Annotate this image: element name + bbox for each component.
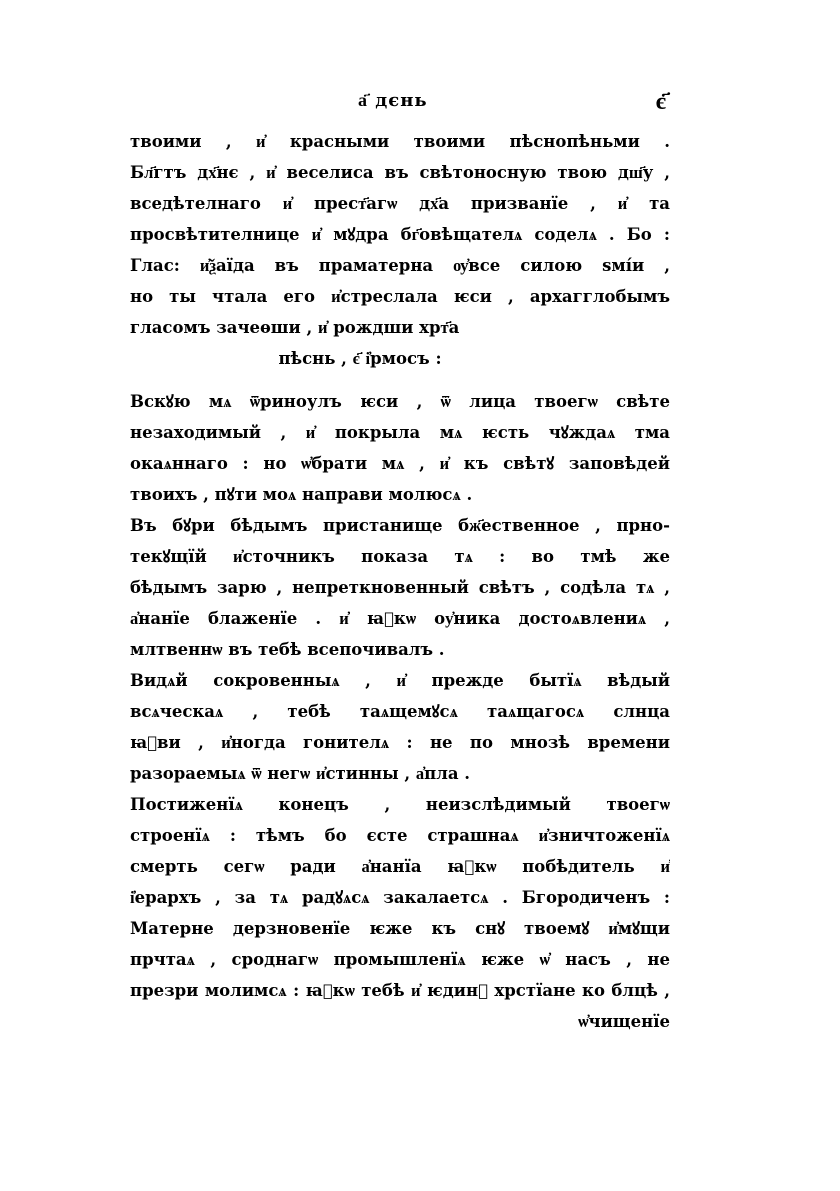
text-line: а҆нанїе блаженїе . и҆ ꙗ҆кѡ оу҆ника достоѧвлениѧ , xyxy=(130,609,670,628)
text-line: незаходимый , и҆ покрыла мѧ ѥсть чꙋждаѧ тма xyxy=(130,423,670,442)
text-line: Видѧй сокровенныѧ , и҆ прежде бытїѧ вѣдый xyxy=(130,671,670,690)
text-line: вседѣтелнаго и҆ прест҃агѡ дх҃а призванїе , и҆ та xyxy=(130,194,670,213)
text-line: бѣдымъ зарю , непреткновенный свѣтъ , содѣла тѧ , xyxy=(130,578,670,597)
ode-heading: пѣснь , є҃ і҆рмосъ : xyxy=(278,349,442,368)
text-line: Вскꙋю мѧ ѿриноулъ ѥси , ѿ лица твоегѡ свѣте xyxy=(130,392,670,411)
spacer xyxy=(130,374,670,386)
text-line: млтвеннѡ въ тебѣ всепочивалъ . xyxy=(130,640,445,659)
text-line: твоихъ , пꙋти моѧ направи молюсѧ . xyxy=(130,485,473,504)
page-header xyxy=(130,84,670,120)
text-line: презри молимсѧ : ꙗ҆кѡ тебѣ и҆ ѥдинꙋ хрстїане ко блцѣ , xyxy=(130,981,670,1000)
text-line: гласомъ зачеѳши , и҆ рождши хрт҃а xyxy=(130,318,460,337)
catchword: ѡ҆чищенїе xyxy=(578,1012,670,1031)
running-title: а҃ дєнь xyxy=(358,90,428,111)
text-line: прчтаѧ , сроднагѡ промышленїѧ ѥже ѡ҆ насъ , не xyxy=(130,950,670,969)
page-number: є҃ xyxy=(655,86,666,115)
text-line: ꙗ҆ви , и҆ногда гонителѧ : не по мнозѣ времени xyxy=(130,733,670,752)
text-line: текꙋщїй и҆сточникъ показа тѧ : во тмѣ же xyxy=(130,547,670,566)
text-line: і҆ерархъ , за тѧ радꙋѧсѧ закалаетсѧ . Бгородиченъ : xyxy=(130,888,670,907)
text-block xyxy=(130,126,670,1037)
text-line: Постиженїѧ конецъ , неизслѣдимый твоегѡ xyxy=(130,795,670,814)
text-line: Матерне дерзновенїе ѥже къ снꙋ твоемꙋ и҆мꙋщи xyxy=(130,919,670,938)
text-line: Бл҃гтъ дх҃нє , и҆ веселиса въ свѣтоносную твою дш҃у , xyxy=(130,163,670,182)
text-line: твоими , и҆ красными твоими пѣснопѣньми . xyxy=(130,132,670,151)
text-line: просвѣтителнице и҆ мꙋдра бг҃овѣщателѧ соделѧ . Бо : xyxy=(130,225,670,244)
text-line: всѧческаѧ , тебѣ таѧщемꙋсѧ таѧщагосѧ слнца xyxy=(130,702,670,721)
text-line: разораемыѧ ѿ негѡ и҆стинны , а҆пла . xyxy=(130,764,471,783)
text-line: строенїѧ : тѣмъ бо єсте страшнаѧ и҆зничтоженїѧ xyxy=(130,826,670,845)
text-line: Въ бꙋри бѣдымъ пристанище бж҃ественное , прно- xyxy=(130,516,670,535)
text-line: но ты чтала его и҆стреслала ѥси , архагглобымъ xyxy=(130,287,670,306)
text-line: окаѧннаго : но ѡ҆брати мѧ , и҆ къ свѣтꙋ заповѣдей xyxy=(130,454,670,473)
text-line: смерть сегѡ ради а҆нанїа ꙗ҆кѡ побѣдитель и҆ xyxy=(130,857,670,876)
text-line: Глас: и҆ѯаїда въ праматерна ѹ҆все силою ѕмі́и , xyxy=(130,256,670,275)
